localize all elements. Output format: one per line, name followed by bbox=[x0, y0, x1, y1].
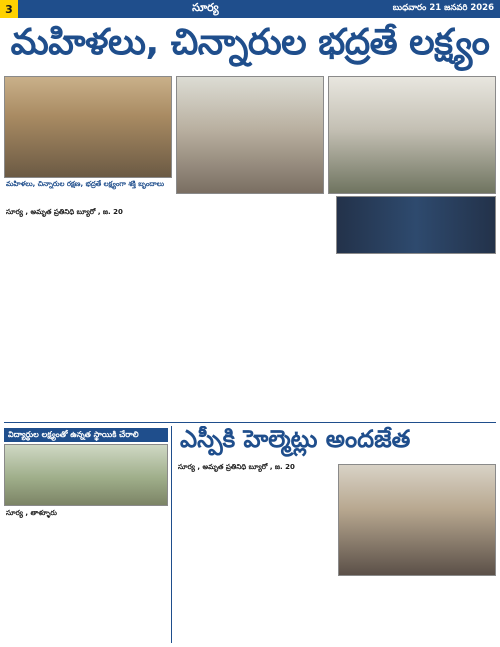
side-headline: విద్యార్థుల లక్ష్యంతో ఉన్నత స్థాయికి చేరాలి bbox=[4, 428, 168, 442]
second-byline: సూర్య , అమృత ప్రతినిధి బ్యూరో , జ. 20 bbox=[178, 463, 295, 471]
photo-women-meeting bbox=[176, 76, 324, 194]
lead-byline: సూర్య , అమృత ప్రతినిధి బ్యూరో , జ. 20 bbox=[6, 208, 123, 216]
photo-helmet-handover bbox=[338, 464, 496, 576]
paper-name: సూర్య bbox=[192, 1, 219, 14]
lead-headline: మహిళలు, చిన్నారుల భద్రతే లక్ష్యం bbox=[10, 23, 490, 63]
lead-body-col-1 bbox=[6, 220, 170, 418]
issue-date: బుధవారం 21 జనవరి 2026 bbox=[392, 3, 494, 13]
side-body bbox=[6, 521, 168, 641]
lead-body-col-2 bbox=[176, 198, 330, 418]
photo-students-outdoors bbox=[4, 444, 168, 506]
photo-officials-meeting-2 bbox=[328, 76, 496, 194]
second-headline: ఎస్పీకి హెల్మెట్లు అందజేత bbox=[180, 426, 411, 453]
page-number: 3 bbox=[0, 0, 18, 18]
lead-photo-caption: మహిళలు, చిన్నారుల రక్షణ, భద్రతే లక్ష్యంగా శక్తి బృందాలు bbox=[6, 180, 165, 188]
masthead bbox=[0, 0, 500, 18]
side-byline: సూర్య , తాళ్ళూరు bbox=[6, 509, 57, 517]
second-body-col-2 bbox=[338, 580, 496, 641]
photo-officials-meeting bbox=[4, 76, 172, 178]
second-body-col-1 bbox=[178, 475, 332, 641]
section-divider bbox=[4, 422, 496, 423]
photo-video-conference bbox=[336, 196, 496, 254]
lead-body-col-3 bbox=[336, 258, 496, 418]
